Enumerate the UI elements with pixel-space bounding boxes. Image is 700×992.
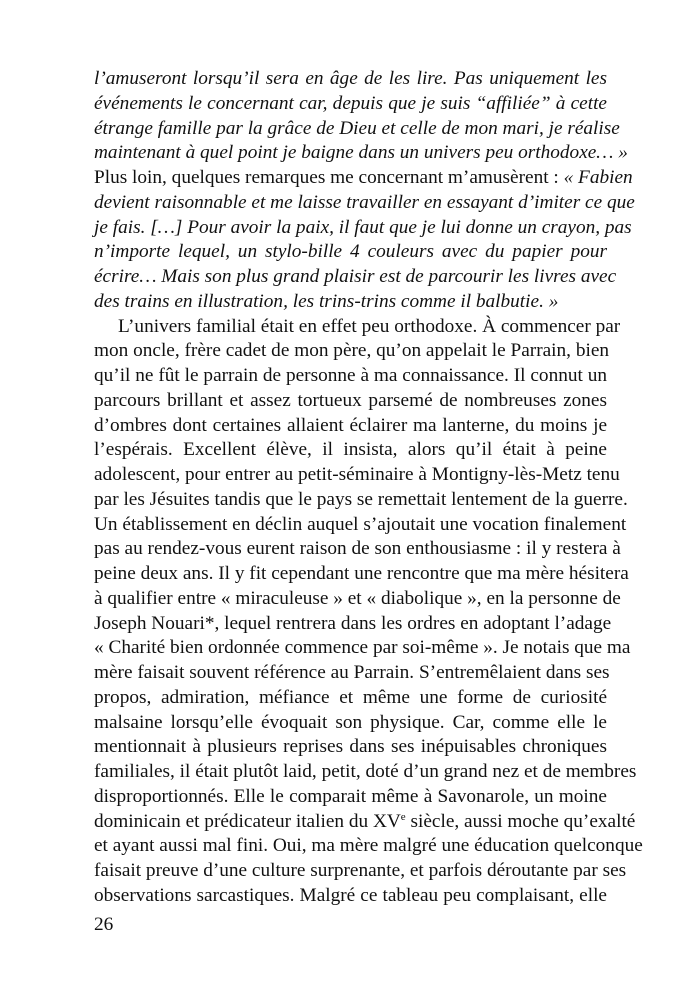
italic-text: l’amuseront lorsqu’il sera en âge de les lire. Pas uniquement les xyxy=(94,68,607,89)
italic-text: je fais. […] Pour avoir la paix, il faut que je lui donne un crayon, pas xyxy=(94,216,632,238)
text-segment: peine deux ans. Il y fit cependant une rencontre que ma mère hésitera xyxy=(94,563,629,584)
text-segment: d’ombres dont certaines allaient éclairer ma lanterne, du moins je xyxy=(94,414,607,436)
text-segment: Joseph Nouari*, lequel rentrera dans les ordres en adoptant l’adage xyxy=(94,612,612,634)
text-segment: L’univers familial était en effet peu orthodoxe. À commencer par xyxy=(118,315,621,337)
text-segment: disproportionnés. Elle le comparait même à Savonarole, un moine xyxy=(94,785,607,807)
text-line xyxy=(94,141,628,166)
text-line xyxy=(94,463,620,488)
text-line xyxy=(94,389,607,414)
text-line xyxy=(94,117,620,142)
text-line xyxy=(94,92,607,117)
text-line xyxy=(94,488,628,513)
superscript: e xyxy=(400,810,406,823)
text-line xyxy=(94,884,607,909)
text-segment: adolescent, pour entrer au petit-séminaire à Montigny-lès-Metz tenu xyxy=(94,464,620,485)
italic-text: maintenant à quel point je baigne dans un univers peu orthodoxe… » xyxy=(94,142,628,164)
text-line xyxy=(94,760,637,785)
text-line xyxy=(94,513,627,538)
text-segment: dominicain et prédicateur italien du XV xyxy=(94,810,401,832)
text-segment: mère faisait souvent référence au Parrain. S’entremêlaient dans ses xyxy=(94,662,610,683)
text-line xyxy=(94,587,621,612)
text-segment: observations sarcastiques. Malgré ce tableau peu complaisant, elle xyxy=(94,884,607,906)
text-line xyxy=(94,166,633,191)
text-segment: « Charité bien ordonnée commence par soi-même ». Je notais que ma xyxy=(94,637,631,659)
text-line xyxy=(94,240,607,265)
text-line xyxy=(94,711,607,736)
text-segment: propos, admiration, méfiance et même une forme de curiosité xyxy=(94,686,607,708)
text-line xyxy=(94,315,621,340)
text-segment: qu’il ne fût le parrain de personne à ma connaissance. Il connut un xyxy=(94,365,607,386)
text-segment: et ayant aussi mal fini. Oui, ma mère malgré une éducation quelconque xyxy=(94,835,643,857)
text-line xyxy=(94,290,607,315)
text-line xyxy=(94,785,607,810)
text-line xyxy=(94,834,643,859)
text-line xyxy=(94,67,607,92)
text-line xyxy=(94,686,607,711)
page-body-text xyxy=(94,67,643,909)
text-line xyxy=(94,339,610,364)
italic-text: événements le concernant car, depuis que je suis “affiliée” à cette xyxy=(94,92,607,114)
text-segment: malsaine lorsqu’elle évoquait son physique. Car, comme elle le xyxy=(94,711,607,733)
text-line xyxy=(94,537,621,562)
italic-text: devient raisonnable et me laisse travailler en essayant d’imiter ce que xyxy=(94,191,635,213)
text-line xyxy=(94,661,610,686)
text-line xyxy=(94,364,607,389)
text-line xyxy=(94,562,629,587)
italic-text: des trains en illustration, les trins-trins comme il balbutie. » xyxy=(94,290,559,312)
text-line xyxy=(94,216,632,241)
text-segment: parcours brillant et assez tortueux parsemé de nombreuses zones xyxy=(94,389,607,411)
text-segment: mentionnait à plusieurs reprises dans ses inépuisables chroniques xyxy=(94,736,607,758)
text-line xyxy=(94,612,612,637)
text-segment: Un établissement en déclin auquel s’ajoutait une vocation finalement xyxy=(94,513,627,535)
page-number: 26 xyxy=(94,914,114,935)
italic-text: étrange famille par la grâce de Dieu et celle de mon mari, je réalise xyxy=(94,117,620,139)
text-segment: par les Jésuites tandis que le pays se remettait lentement de la guerre. xyxy=(94,488,628,510)
text-segment: familiales, il était plutôt laid, petit, doté d’un grand nez et de membres xyxy=(94,761,637,782)
text-line xyxy=(94,636,631,661)
text-segment: mon oncle, frère cadet de mon père, qu’on appelait le Parrain, bien xyxy=(94,340,610,362)
text-segment: siècle, aussi moche qu’exalté xyxy=(405,810,636,832)
italic-text: écrire… Mais son plus grand plaisir est de parcourir les livres avec xyxy=(94,266,617,287)
text-line xyxy=(94,414,607,439)
text-segment: faisait preuve d’une culture surprenante, et parfois déroutante par ses xyxy=(94,860,627,881)
text-segment: pas au rendez-vous eurent raison de son enthousiasme : il y restera à xyxy=(94,538,621,560)
text-line xyxy=(94,191,635,216)
italic-text: n’importe lequel, un stylo-bille 4 couleurs avec du papier pour xyxy=(94,241,607,263)
text-segment: Plus loin, quelques remarques me concernant m’amusèrent : xyxy=(94,167,564,188)
italic-text: « Fabien xyxy=(563,167,633,188)
text-segment: à qualifier entre « miraculeuse » et « diabolique », en la personne de xyxy=(94,587,621,609)
text-line xyxy=(94,735,607,760)
text-line xyxy=(94,265,617,290)
text-line xyxy=(94,810,636,835)
text-line xyxy=(94,438,607,463)
text-line xyxy=(94,859,627,884)
text-segment: l’espérais. Excellent élève, il insista, alors qu’il était à peine xyxy=(94,439,607,461)
